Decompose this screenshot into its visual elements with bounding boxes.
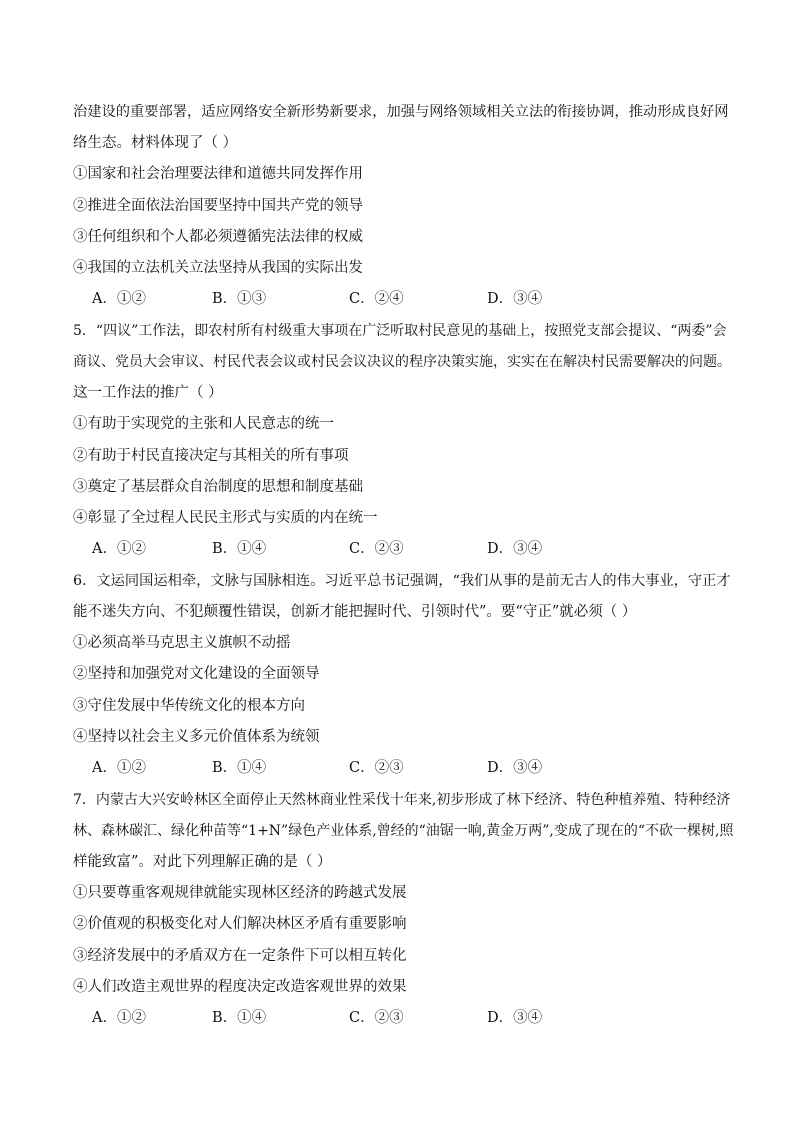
statement-4: ④我国的立法机关立法坚持从我国的实际出发: [73, 260, 363, 276]
statement-4: ④彰显了全过程人民民主形式与实质的内在统一: [73, 510, 378, 526]
question-6-text: 能不迷失方向、不犯颠覆性错误，创新才能把握时代、引领时代”。要“守正”就必须（ ）: [73, 604, 637, 620]
question-5-text: 商议、党员大会审议、村民代表会议或村民会议决议的程序决策实施，实实在在解决村民需要解决的问题。: [73, 354, 731, 370]
option-b: B．①④: [212, 1010, 267, 1026]
option-c: C．②③: [349, 1010, 404, 1026]
option-d: D．③④: [487, 291, 543, 307]
option-a: A．①②: [92, 291, 146, 307]
statement-3: ③奠定了基层群众自治制度的思想和制度基础: [73, 479, 363, 495]
statement-2: ②价值观的积极变化对人们解决林区矛盾有重要影响: [73, 916, 407, 932]
option-b: B．①③: [212, 291, 267, 307]
statement-4: ④人们改造主观世界的程度决定改造客观世界的效果: [73, 979, 407, 995]
question-text-line: 治建设的重要部署，适应网络安全新形势新要求，加强与网络领域相关立法的衔接协调，推动形成良好网: [73, 104, 729, 120]
option-d: D．③④: [487, 760, 543, 776]
option-d: D．③④: [487, 1010, 543, 1026]
question-text-line: 络生态。材料体现了（ ）: [73, 135, 238, 151]
statement-2: ②坚持和加强党对文化建设的全面领导: [73, 666, 320, 682]
option-c: C．②③: [349, 541, 404, 557]
statement-2: ②有助于村民直接决定与其相关的所有事项: [73, 448, 349, 464]
option-d: D．③④: [487, 541, 543, 557]
question-7-text: 样能致富”。对此下列理解正确的是（ ）: [73, 854, 332, 870]
statement-1: ①国家和社会治理要法律和道德共同发挥作用: [73, 166, 363, 182]
question-7-text: 林、森林碳汇、绿化种苗等“1+N”绿色产业体系,曾经的“油锯一响,黄金万两”,变成了现在的“不砍一棵树,照: [73, 823, 733, 839]
question-7-text: 7．内蒙古大兴安岭林区全面停止天然林商业性采伐十年来,初步形成了林下经济、特色种植养殖、特种经济: [73, 792, 731, 808]
statement-4: ④坚持以社会主义多元价值体系为统领: [73, 729, 320, 745]
statement-3: ③守住发展中华传统文化的根本方向: [73, 698, 305, 714]
statement-1: ①只要尊重客观规律就能实现林区经济的跨越式发展: [73, 885, 407, 901]
option-a: A．①②: [92, 1010, 146, 1026]
option-c: C．②④: [349, 291, 404, 307]
question-6-text: 6．文运同国运相牵，文脉与国脉相连。习近平总书记强调，“我们从事的是前无古人的伟大事业，守正才: [73, 573, 731, 589]
option-b: B．①④: [212, 760, 267, 776]
question-5-text: 这一工作法的推广（ ）: [73, 385, 223, 401]
option-a: A．①②: [92, 760, 146, 776]
question-5-text: 5．“四议”工作法，即农村所有村级重大事项在广泛听取村民意见的基础上，按照党支部会提议、“两委”会: [73, 323, 727, 339]
option-b: B．①④: [212, 541, 267, 557]
option-c: C．②③: [349, 760, 404, 776]
option-a: A．①②: [92, 541, 146, 557]
statement-3: ③任何组织和个人都必须遵循宪法法律的权威: [73, 229, 363, 245]
statement-3: ③经济发展中的矛盾双方在一定条件下可以相互转化: [73, 948, 407, 964]
statement-1: ①必须高举马克思主义旗帜不动摇: [73, 635, 291, 651]
statement-1: ①有助于实现党的主张和人民意志的统一: [73, 416, 334, 432]
statement-2: ②推进全面依法治国要坚持中国共产党的领导: [73, 198, 363, 214]
